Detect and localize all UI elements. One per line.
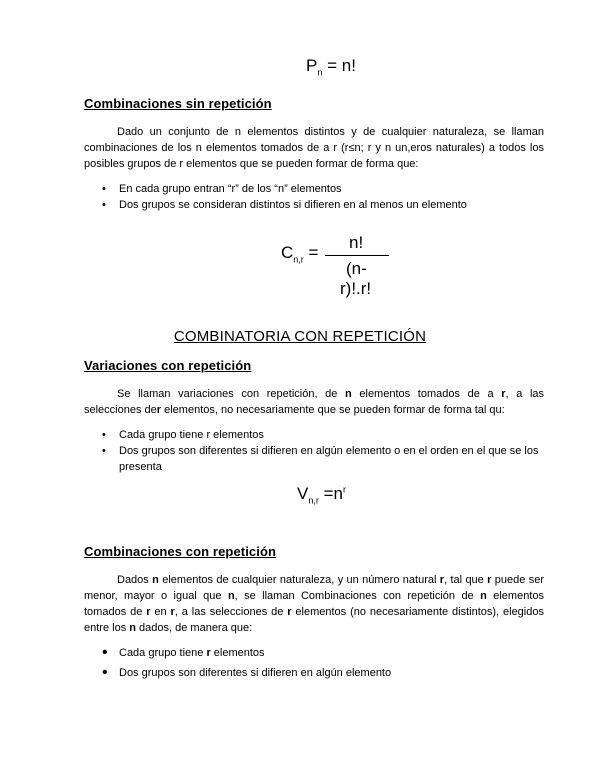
list-item-text: Cada grupo tiene r elementos [119, 429, 264, 441]
bold-run: r [501, 388, 506, 400]
bullet-icon: • [102, 429, 106, 441]
var-con-bullets [102, 427, 544, 475]
combination-formula-lhs [281, 243, 318, 264]
section-heading-comb-con: Combinaciones con repetición [84, 544, 277, 559]
text-run: Se llaman variaciones con repetición, de [117, 388, 346, 400]
list-item [102, 427, 544, 443]
bold-run: r [287, 606, 292, 618]
formula-base: V [297, 484, 309, 503]
bold-run: n [152, 574, 159, 586]
list-item [102, 181, 544, 197]
bullet-icon: • [102, 644, 108, 661]
fraction-bar [325, 255, 389, 256]
text-run: dados, de manera que: [135, 622, 253, 634]
text-run: elementos (no necesariamente distintos), elegidos entre los [84, 606, 544, 634]
formula-denominator-line2: r)!.r! [340, 279, 372, 298]
formula-subscript: n,r [293, 254, 304, 265]
section-heading-var-con: Variaciones con repetición [84, 358, 252, 373]
list-item-text: Dos grupos son diferentes si difieren en algún elemento o en el orden en el que se los presenta [119, 445, 539, 473]
comb-con-paragraph [84, 572, 544, 636]
formula-subscript: n,r [308, 495, 319, 506]
list-item [102, 643, 544, 663]
formula-superscript: r [342, 484, 346, 495]
text-run: , a las selecciones de [174, 606, 288, 618]
formula-base: P [306, 56, 318, 75]
formula-rest: =n [323, 484, 343, 503]
bold-run: r [439, 574, 445, 586]
text-run: elementos tomados de [84, 590, 544, 618]
list-item [102, 197, 544, 213]
bold-run: n [227, 590, 235, 602]
bold-run: n [129, 622, 136, 634]
text-run: Dados [117, 574, 153, 586]
bold-run: r [156, 404, 162, 416]
text-run: , se llaman Combinaciones con repetición de [234, 590, 481, 602]
formula-equals: = [308, 243, 319, 262]
text-run: elementos tomados de a [351, 388, 502, 400]
bold-run: r [170, 606, 175, 618]
text-run: elementos de cualquier naturaleza, y un número natural [158, 574, 440, 586]
comb-con-bullets [102, 643, 544, 683]
comb-sin-bullets [102, 181, 544, 213]
list-item [102, 443, 544, 475]
bold-run: r [206, 647, 211, 659]
bullet-icon: • [102, 445, 106, 457]
formula-base: C [281, 243, 294, 262]
comb-sin-paragraph: Dado un conjunto de n elementos distintos y de cualquier naturaleza, se llaman combinaciones de los n elementos tomados de a r (r≤n; r y n un,eros naturales) a todos los posibles grupos de r elementos que se pueden formar de forma que: [84, 126, 544, 170]
bold-run: r [487, 574, 492, 586]
text-run: Cada grupo tiene [119, 647, 207, 659]
bold-run: n [480, 590, 487, 602]
text-run: elementos [210, 647, 265, 659]
bold-run: r [146, 606, 151, 618]
permutation-formula [306, 56, 356, 77]
formula-numerator: n! [349, 233, 364, 252]
bullet-icon: • [102, 664, 108, 681]
bold-run: n [345, 388, 352, 400]
list-item-text: En cada grupo entran “r” de los “n” elementos [119, 183, 342, 195]
text-run: , tal que [444, 574, 488, 586]
bullet-icon: • [102, 183, 106, 195]
formula-denominator-line1: (n- [346, 259, 367, 278]
main-title: COMBINATORIA CON REPETICIÓN [173, 328, 427, 345]
list-item-text: Dos grupos se consideran distintos si difieren en al menos un elemento [119, 199, 467, 211]
section-heading-comb-sin: Combinaciones sin repetición [84, 96, 272, 111]
formula-subscript: n [317, 67, 323, 78]
text-run: en [150, 606, 171, 618]
bullet-icon: • [102, 199, 106, 211]
text-run: , a las selecciones de [84, 388, 544, 416]
list-item [102, 663, 544, 683]
variation-formula [297, 484, 346, 505]
var-con-paragraph [84, 386, 544, 418]
list-item-text: Dos grupos son diferentes si difieren en algún elemento [119, 667, 392, 679]
formula-rest: = n! [327, 56, 356, 75]
text-run: elementos, no necesariamente que se pueden formar de forma tal qu: [161, 404, 505, 416]
text-run: puede ser menor, mayor o igual que [84, 574, 545, 602]
